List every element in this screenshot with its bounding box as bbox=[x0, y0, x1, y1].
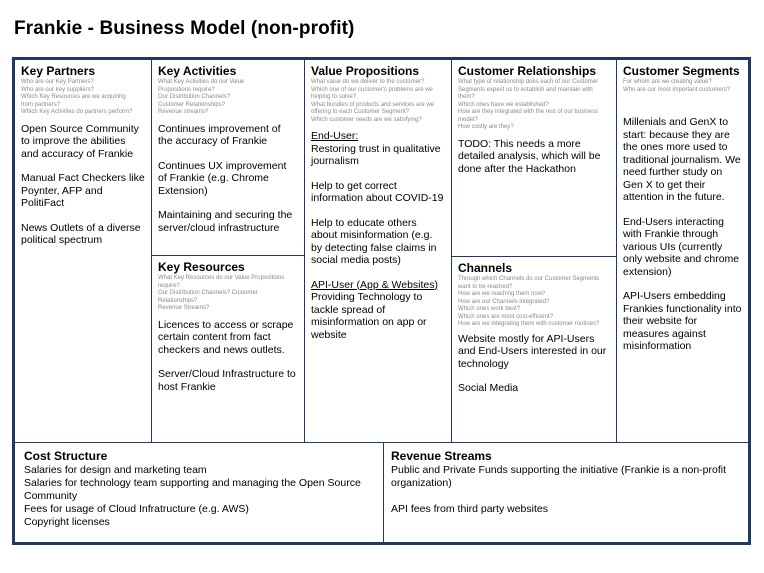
revenue-line: Public and Private Funds supporting the initiative (Frankie is a non-profit organization) bbox=[391, 464, 727, 489]
hint-line: Which ones are most cost-efficient? bbox=[458, 313, 553, 320]
key-partner-item: Open Source Community to improve the abilities and accuracy of Frankie bbox=[21, 122, 139, 160]
customer-segment-item: Millenials and GenX to start: because they are the ones more used to traditional journalism. We need further study on Gen X to get their attention in the future. bbox=[623, 116, 741, 203]
hint-line: Which Key Resources are we acquiring bbox=[21, 94, 126, 100]
hint-line: How costly are they? bbox=[458, 124, 514, 130]
customer-relationships-hints bbox=[458, 79, 610, 132]
value-proposition-item: Providing Technology to tackle spread of misinformation on app or website bbox=[311, 291, 427, 341]
key-resource-item: Licences to access or scrape certain content from fact checkers and news outlets. bbox=[158, 318, 294, 356]
hint-line: Who are our key suppliers? bbox=[21, 86, 95, 93]
hint-line: What type of relationship does each of our Customer bbox=[458, 79, 599, 85]
value-propositions-heading: Value Propositions bbox=[311, 64, 420, 78]
page-title: Frankie - Business Model (non-profit) bbox=[14, 18, 355, 39]
hint-line: Through which Channels do our Customer Segments bbox=[458, 276, 600, 282]
hint-line: Which ones have we established? bbox=[458, 101, 549, 108]
hint-line: Revenue streams? bbox=[158, 109, 209, 115]
hint-line: helping to solve? bbox=[311, 94, 357, 100]
hint-line: want to be reached? bbox=[458, 283, 513, 290]
hint-line: How are we reaching them now? bbox=[458, 291, 546, 297]
hint-line: Our Distribution Channels? bbox=[158, 94, 231, 100]
cost-line: Copyright licenses bbox=[24, 516, 110, 528]
hint-line: Which ones work best? bbox=[458, 306, 521, 312]
business-model-canvas bbox=[12, 57, 751, 545]
key-partner-item: News Outlets of a diverse political spectrum bbox=[21, 221, 141, 246]
key-activity-item: Maintaining and securing the server/cloud infrastructure bbox=[158, 209, 293, 234]
key-activities-block bbox=[151, 59, 305, 256]
hint-line: What value do we deliver to the customer? bbox=[311, 79, 425, 85]
hint-line: How are we integrating them with customer routines? bbox=[458, 321, 600, 327]
revenue-streams-block bbox=[383, 442, 749, 543]
key-activity-item: Continues improvement of the accuracy of Frankie bbox=[158, 122, 281, 147]
hint-line: Segments expect us to establish and maintain with bbox=[458, 86, 593, 93]
value-proposition-item: Help to educate others about misinformation (e.g. by detecting false claims in social media posts) bbox=[311, 216, 437, 266]
channels-hints bbox=[458, 276, 610, 329]
customer-relationships-block bbox=[451, 59, 617, 257]
value-proposition-item: Restoring trust in qualitative journalism bbox=[311, 142, 441, 167]
value-propositions-block bbox=[304, 59, 452, 443]
hint-line: How are they integrated with the rest of our business bbox=[458, 109, 599, 115]
hint-line: How are our Channels integrated? bbox=[458, 298, 550, 305]
hint-line: What bundles of products and services are we bbox=[311, 101, 435, 108]
cost-line: Salaries for design and marketing team bbox=[24, 464, 207, 476]
value-proposition-item: Help to get correct information about COVID-19 bbox=[311, 179, 444, 204]
hint-line: Customer Relationships? bbox=[158, 101, 226, 108]
customer-segment-item: End-Users interacting with Frankie through various UIs (currently only website and chrome extension) bbox=[623, 215, 740, 278]
hint-line: Which Key Activities do partners perform? bbox=[21, 109, 133, 115]
hint-line: Which one of our customer's problems are we bbox=[311, 86, 433, 93]
hint-line: Relationships? bbox=[158, 297, 198, 304]
key-activities-heading: Key Activities bbox=[158, 64, 237, 78]
hint-line: Who are our most important customers? bbox=[623, 86, 731, 93]
customer-relationships-heading: Customer Relationships bbox=[458, 64, 597, 78]
key-partners-block bbox=[14, 59, 152, 443]
cost-structure-block bbox=[14, 442, 384, 543]
hint-line: Our Distribution Channels? Customer bbox=[158, 290, 258, 296]
channel-item: Website mostly for API-Users and End-Users interested in our technology bbox=[458, 332, 607, 370]
key-resources-heading: Key Resources bbox=[158, 260, 245, 274]
hint-line: Who are our Key Partners? bbox=[21, 79, 94, 85]
revenue-line: API fees from third party websites bbox=[391, 503, 548, 515]
revenue-streams-heading: Revenue Streams bbox=[391, 449, 492, 463]
hint-line: For whom are we creating value? bbox=[623, 79, 712, 85]
cost-structure-heading: Cost Structure bbox=[24, 449, 108, 463]
key-activities-hints bbox=[158, 79, 298, 117]
hint-line: What Key Activities do our Value bbox=[158, 79, 245, 85]
hint-line: them? bbox=[458, 94, 475, 100]
channels-block bbox=[451, 256, 617, 443]
customer-segment-item: API-Users embedding Frankies functionality into their website for measures against misinformation bbox=[623, 290, 742, 352]
cost-line: Fees for usage of Cloud Infratructure (e.g. AWS) bbox=[24, 503, 249, 515]
api-user-label: API-User (App & Websites) bbox=[311, 278, 439, 291]
channels-heading: Channels bbox=[458, 261, 513, 275]
customer-segments-heading: Customer Segments bbox=[623, 64, 740, 78]
hint-line: Propositions require? bbox=[158, 86, 215, 93]
hint-line: What Key Resources do our Value Propositions bbox=[158, 275, 285, 281]
end-user-label: End-User: bbox=[311, 130, 359, 142]
key-partners-heading: Key Partners bbox=[21, 64, 96, 78]
hint-line: model? bbox=[458, 116, 478, 123]
key-resources-block bbox=[151, 255, 305, 443]
hint-line: Which customer needs are we satisfying? bbox=[311, 116, 422, 123]
hint-line: require? bbox=[158, 282, 181, 289]
cost-line: Salaries for technology team supporting and managing the Open Source Community bbox=[24, 477, 361, 502]
hint-line: from partners? bbox=[21, 101, 61, 108]
customer-segments-block bbox=[616, 59, 749, 443]
key-activity-item: Continues UX improvement of Frankie (e.g. Chrome Extension) bbox=[158, 159, 287, 197]
value-propositions-hints bbox=[311, 79, 445, 124]
customer-relationship-item: TODO: This needs a more detailed analysis, which will be done after the Hackathon bbox=[458, 137, 601, 175]
key-partner-item: Manual Fact Checkers like Poynter, AFP and PolitiFact bbox=[21, 172, 145, 209]
channel-item: Social Media bbox=[458, 382, 519, 394]
key-partners-hints bbox=[21, 79, 145, 117]
hint-line: Revenue Streams? bbox=[158, 305, 210, 311]
key-resources-hints bbox=[158, 275, 298, 313]
key-resource-item: Server/Cloud Infrastructure to host Frankie bbox=[158, 368, 296, 393]
customer-segments-hints bbox=[623, 79, 742, 94]
hint-line: offering to each Customer Segment? bbox=[311, 109, 409, 115]
